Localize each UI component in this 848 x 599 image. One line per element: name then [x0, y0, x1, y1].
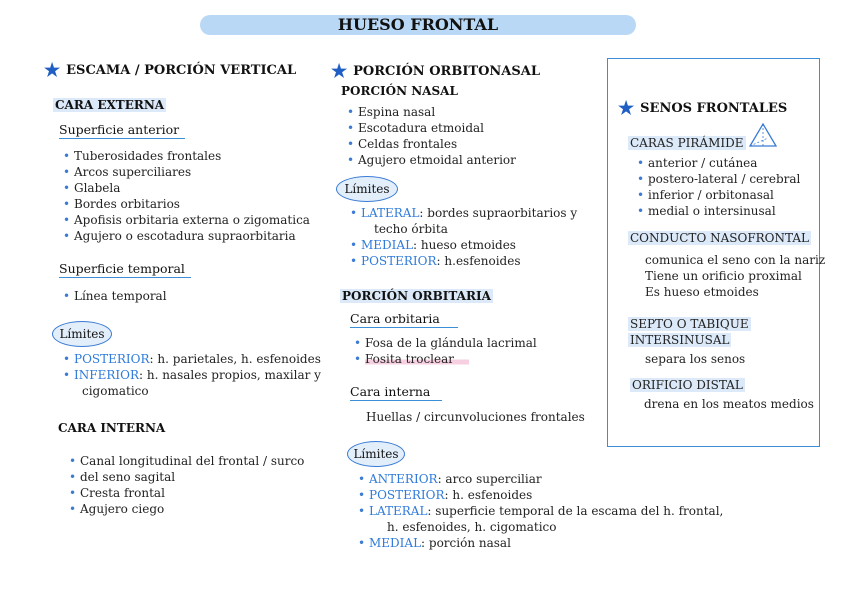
conducto-line: comunica el seno con la nariz: [645, 253, 826, 267]
list-item: • Agujero o escotadura supraorbitaria: [62, 228, 310, 244]
limit-keyword: POSTERIOR: [369, 488, 445, 502]
orificio-label: [630, 378, 745, 392]
limit-text: : h. esfenoides: [444, 488, 533, 502]
cara-externa-text: CARA EXTERNA: [55, 98, 165, 112]
limit-text: : superficie temporal de la escama del h. frontal,: [427, 504, 724, 518]
cara-interna-list: [68, 453, 304, 517]
nasal-limites-list: [349, 205, 577, 269]
list-item: • Agujero etmoidal anterior: [346, 152, 516, 168]
sup-anterior-label: Superficie anterior: [59, 122, 185, 139]
sup-temporal-label: Superficie temporal: [59, 261, 191, 278]
list-item: [357, 535, 723, 551]
list-item: • Fosa de la glándula lacrimal: [353, 335, 537, 351]
septo-label: [628, 316, 751, 348]
septo-desc: separa los senos: [645, 352, 746, 366]
conducto-line: Es hueso etmoides: [645, 285, 759, 299]
limit-keyword: MEDIAL: [361, 238, 414, 252]
list-item: • Arcos superciliares: [62, 164, 310, 180]
conducto-label: [628, 231, 811, 245]
limit-keyword: ANTERIOR: [369, 472, 438, 486]
escama-heading-text: ESCAMA / PORCIÓN VERTICAL: [66, 63, 297, 78]
list-item-continuation: [62, 383, 321, 399]
cara-interna-label: CARA INTERNA: [58, 421, 166, 435]
limit-text: techo órbita: [374, 222, 448, 236]
limit-text: : bordes supraorbitarios y: [419, 206, 578, 220]
list-item: [349, 253, 577, 269]
pyramid-icon: [748, 122, 778, 148]
caras-list: [636, 155, 800, 219]
senos-heading-text: SENOS FRONTALES: [640, 101, 788, 116]
list-item-continuation: [357, 519, 723, 535]
limit-text: : h.esfenoides: [436, 254, 521, 268]
star-icon: ★: [331, 61, 348, 82]
list-item: [357, 487, 723, 503]
list-item: [349, 205, 577, 221]
limit-keyword: POSTERIOR: [361, 254, 437, 268]
orbitaria-list: [353, 335, 537, 367]
list-item: [357, 471, 723, 487]
list-item: • Bordes orbitarios: [62, 196, 310, 212]
star-icon: ★: [44, 60, 61, 81]
cara-interna2-label: Cara interna: [350, 384, 442, 401]
nasal-list: [346, 104, 516, 168]
conducto-text: CONDUCTO NASOFRONTAL: [630, 231, 809, 245]
sup-temporal-list: [62, 288, 167, 304]
senos-heading: [618, 98, 787, 119]
list-item: • Celdas frontales: [346, 136, 516, 152]
list-item: • Espina nasal: [346, 104, 516, 120]
caras-piramide-text: CARAS PIRÁMIDE: [630, 136, 744, 150]
orbitonasal-heading-text: PORCIÓN ORBITONASAL: [353, 64, 540, 79]
porcion-orbitaria-label: [340, 289, 493, 303]
sup-anterior-list: [62, 148, 310, 244]
list-item: [62, 367, 321, 383]
limit-keyword: LATERAL: [361, 206, 420, 220]
limit-keyword: INFERIOR: [74, 368, 139, 382]
limites-badge: Límites: [347, 441, 405, 467]
highlighted-text: Fosita troclear: [365, 352, 455, 366]
orificio-desc: drena en los meatos medios: [644, 397, 814, 411]
caras-piramide-label: [628, 136, 746, 150]
escama-heading: [44, 60, 296, 81]
limit-text: h. esfenoides, h. cigomatico: [387, 520, 557, 534]
limit-keyword: MEDIAL: [369, 536, 422, 550]
limit-keyword: LATERAL: [369, 504, 428, 518]
cara-interna2-text: Huellas / circunvoluciones frontales: [366, 410, 585, 424]
list-item: • Escotadura etmoidal: [346, 120, 516, 136]
list-item: [357, 503, 723, 519]
page-title: HUESO FRONTAL: [200, 15, 636, 35]
list-item: • anterior / cutánea: [636, 155, 800, 171]
porcion-orbitaria-text: PORCIÓN ORBITARIA: [342, 289, 491, 303]
list-item-continuation: [349, 221, 577, 237]
limit-keyword: POSTERIOR: [74, 352, 150, 366]
list-item: [62, 351, 321, 367]
list-item: • Apofisis orbitaria externa o zigomatica: [62, 212, 310, 228]
orbitaria-limites-list: [357, 471, 723, 551]
conducto-line: Tiene un orificio proximal: [645, 269, 802, 283]
orificio-text: ORIFICIO DISTAL: [632, 378, 743, 392]
highlight-tail: [454, 352, 469, 366]
septo-text: SEPTO O TABIQUE: [630, 317, 749, 331]
list-item: [349, 237, 577, 253]
list-item: • Glabela: [62, 180, 310, 196]
orbitonasal-heading: [331, 61, 540, 82]
list-item: • Cresta frontal: [68, 485, 304, 501]
list-item: • postero-lateral / cerebral: [636, 171, 800, 187]
list-item: • Canal longitudinal del frontal / surco: [68, 453, 304, 469]
limit-text: : hueso etmoides: [413, 238, 516, 252]
list-item: • Tuberosidades frontales: [62, 148, 310, 164]
limites-badge: Límites: [52, 321, 112, 347]
limit-text: : arco superciliar: [437, 472, 542, 486]
limit-text: : h. parietales, h. esfenoides: [149, 352, 321, 366]
list-item: • medial o intersinusal: [636, 203, 800, 219]
list-item: [353, 351, 537, 367]
limit-text: : h. nasales propios, maxilar y: [138, 368, 321, 382]
cara-orbitaria-label: Cara orbitaria: [350, 311, 458, 328]
list-item: • Agujero ciego: [68, 501, 304, 517]
list-item: • inferior / orbitonasal: [636, 187, 800, 203]
limites-list: [62, 351, 321, 399]
limit-text: : porción nasal: [421, 536, 511, 550]
list-item: • Línea temporal: [62, 288, 167, 304]
star-icon: ★: [618, 98, 635, 119]
cara-externa-label: [53, 98, 166, 112]
septo-text: INTERSINUSAL: [630, 333, 730, 347]
limit-text: cigomatico: [82, 384, 149, 398]
list-item: • del seno sagital: [68, 469, 304, 485]
limites-badge: Límites: [336, 176, 398, 202]
porcion-nasal-label: PORCIÓN NASAL: [341, 84, 458, 98]
